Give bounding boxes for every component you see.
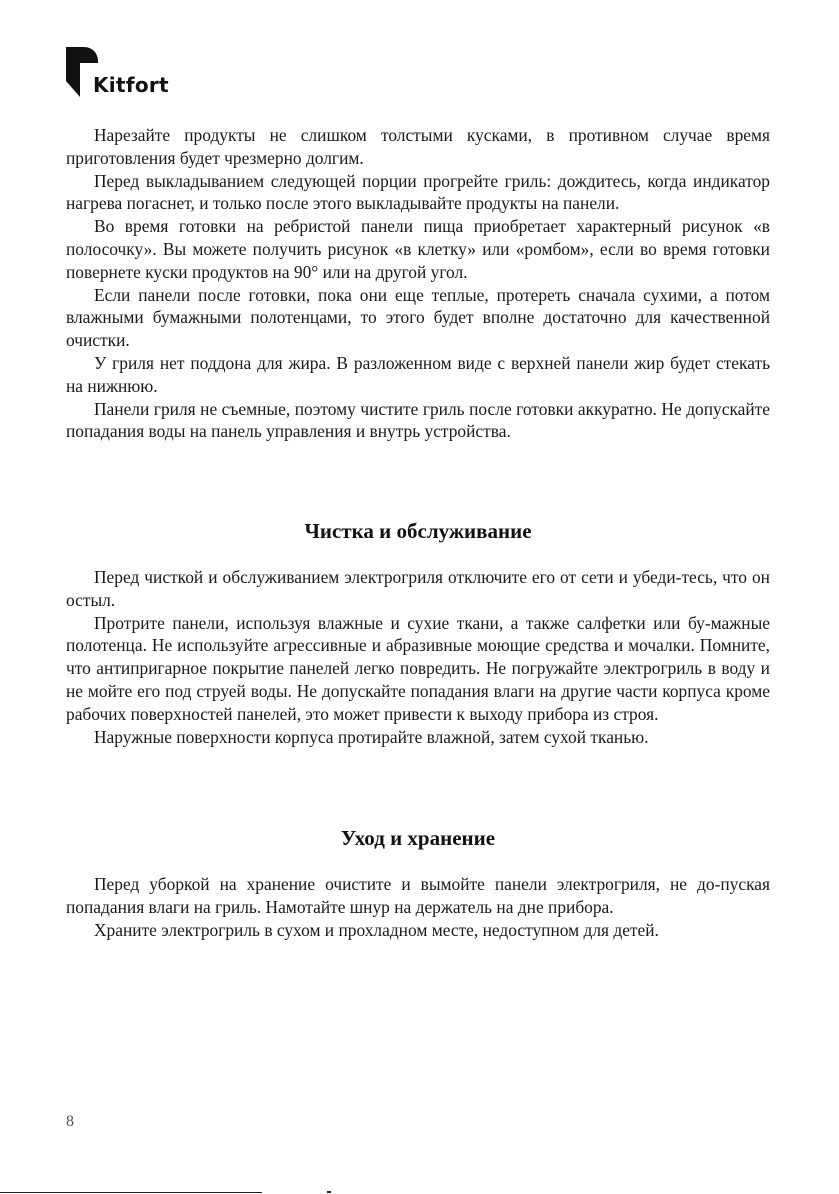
- page-number: 8: [66, 1113, 74, 1130]
- paragraph: Храните электрогриль в сухом и прохладном месте, недоступном для детей.: [94, 919, 659, 940]
- storage-heading: Уход и хранение: [340, 826, 496, 850]
- cleaning-section: [66, 566, 770, 748]
- storage-section: [66, 873, 770, 941]
- paragraph: Панели гриля не съемные, поэтому чистите гриль после готовки аккуратно. Не допускайте попадания воды на панель управления и внутрь устройства.: [66, 398, 770, 442]
- paragraph: Перед уборкой на хранение очистите и вымойте панели электрогриля, не до-пуская попадания влаги на гриль. Намотайте шнур на держатель на дне прибора.: [66, 874, 770, 917]
- paragraph: Протрите панели, используя влажные и сухие ткани, а также салфетки или бу-мажные полотенца. Не используйте агрессивные и абразивные моющие средства и мочалки. Помните, что антипригарное покрытие панелей легко повредить. Не погружайте электрогриль в воду и не мойте его под струей воды. Не допускайте попадания влаги на другие части корпуса кроме рабочих поверхностей панелей, это может привести к выходу прибора из строя.: [66, 612, 770, 724]
- paragraph: Если панели после готовки, пока они еще теплые, протереть сначала сухими, а потом влажными бумажными полотенцами, то этого будет вполне достаточно для качественной очистки.: [66, 284, 770, 351]
- paragraph: Перед чисткой и обслуживанием электрогриля отключите его от сети и убеди-тесь, что он остыл.: [66, 567, 770, 610]
- paragraph: Перед выкладыванием следующей порции прогрейте гриль: дождитесь, когда индикатор нагрева погаснет, и только после этого выкладывайте продукты на панели.: [66, 170, 770, 214]
- footer-rule: [0, 1192, 262, 1193]
- footer-mark: [327, 1191, 331, 1193]
- paragraph: Во время готовки на ребристой панели пища приобретает характерный рисунок «в полосочку». Вы можете получить рисунок «в клетку» или «ромбом», если во время готовки повернете куски продуктов на 90° или на другой угол.: [66, 216, 770, 282]
- paragraph: Нарезайте продукты не слишком толстыми кусками, в противном случае время приготовления будет чрезмерно долгим.: [66, 125, 770, 168]
- cleaning-heading: Чистка и обслуживание: [304, 519, 532, 543]
- paragraph: У гриля нет поддона для жира. В разложенном виде с верхней панели жир будет стекать на нижнюю.: [66, 352, 770, 396]
- paragraph: Наружные поверхности корпуса протирайте влажной, затем сухой тканью.: [94, 726, 649, 747]
- intro-section: [66, 124, 770, 443]
- brand-name: Kitfort: [93, 73, 169, 97]
